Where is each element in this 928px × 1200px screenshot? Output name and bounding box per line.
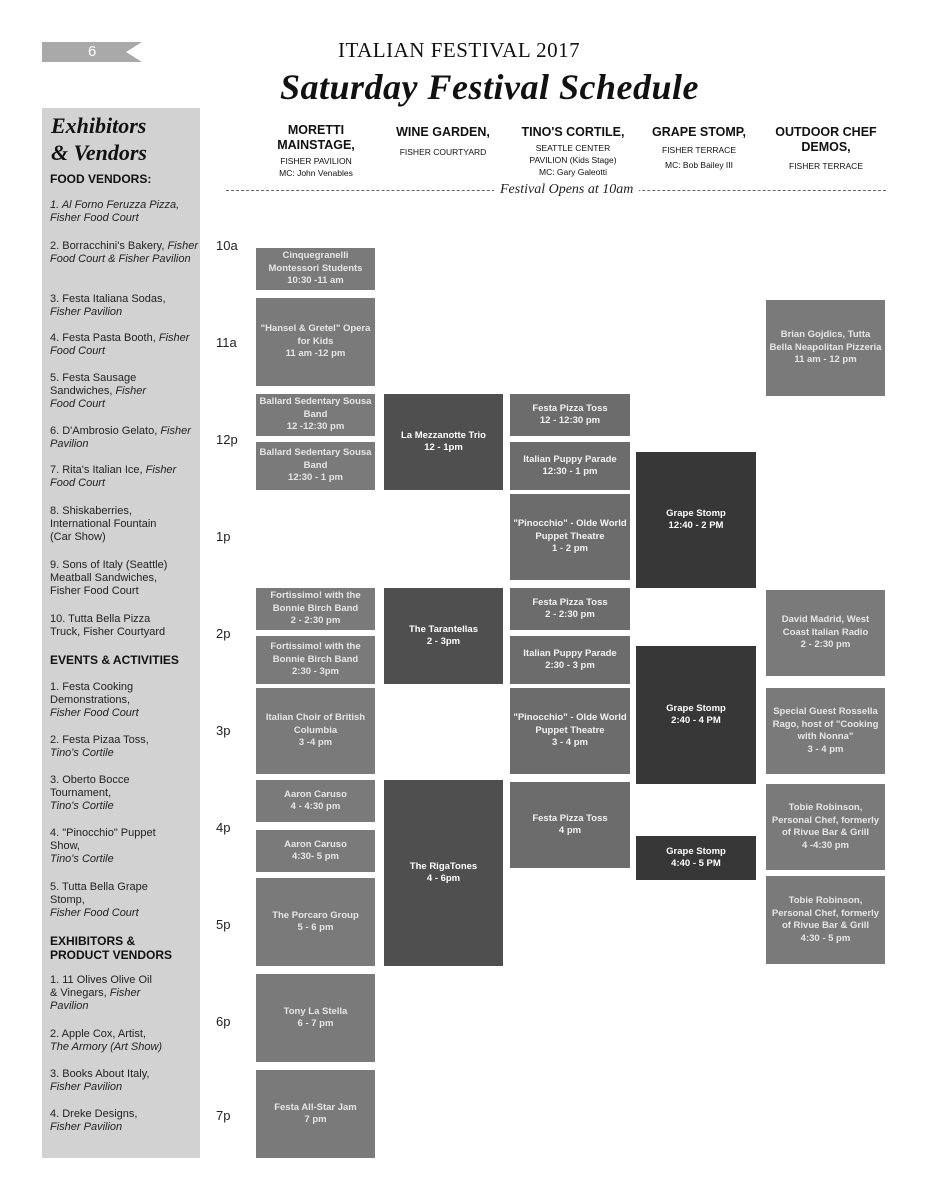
- event-time: 4 pm: [558, 825, 582, 836]
- list-item-name: 2. Borracchini's Bakery,: [50, 240, 165, 252]
- list-item-name: 7. Rita's Italian Ice,: [50, 464, 143, 476]
- event-title: Aaron Caruso: [284, 838, 347, 850]
- event-title: "Pinocchio" - Olde World Puppet Theatre: [513, 518, 627, 542]
- time-label: 7p: [216, 1108, 231, 1123]
- event-title: La Mezzanotte Trio: [401, 429, 486, 441]
- list-item-location: Tino's Cortile: [50, 747, 114, 759]
- time-label: 2p: [216, 626, 231, 641]
- time-label: 11a: [216, 335, 237, 350]
- festival-title: ITALIAN FESTIVAL 2017: [338, 38, 581, 62]
- events-activities-title: EVENTS & ACTIVITIES: [50, 653, 179, 667]
- schedule-event: [256, 588, 375, 630]
- schedule-event: [636, 646, 756, 784]
- event-time: 3 -4 pm: [298, 737, 333, 749]
- event-title: Fortissimo! with the Bonnie Birch Band: [270, 590, 361, 614]
- list-item-name: 10. Tutta Bella Pizza Truck, Fisher Courtyard: [50, 613, 166, 638]
- list-item: [50, 974, 160, 1013]
- event-title: The Tarantellas: [409, 623, 478, 635]
- event-time: 2 - 2:30 pm: [545, 609, 595, 620]
- list-item: [50, 1108, 198, 1134]
- event-time: 2:40 - 4 PM: [671, 715, 721, 726]
- event-title: Festa Pizza Toss: [532, 812, 608, 824]
- list-item-name: 1. 11 Olives Olive Oil & Vinegars,: [50, 974, 152, 999]
- page-title: Saturday Festival Schedule: [280, 67, 700, 107]
- list-item: [50, 332, 198, 358]
- list-item: [50, 774, 150, 813]
- event-title: Festa Pizza Toss: [532, 596, 608, 608]
- event-time: 11 am -12 pm: [285, 348, 346, 360]
- list-item-location: Fisher Pavilion: [50, 425, 191, 450]
- event-time: 2:30 - 3pm: [292, 666, 339, 678]
- schedule-event: [256, 974, 375, 1062]
- schedule-event: [510, 394, 630, 436]
- page-number: 6: [88, 43, 97, 60]
- list-item-location: Fisher Food Court: [50, 212, 139, 224]
- column-mc: MC: John Venables: [279, 168, 353, 178]
- column-header-chef-demos: [766, 125, 886, 172]
- list-item-name: 3. Books About Italy,: [50, 1068, 150, 1080]
- schedule-event: [510, 782, 630, 868]
- event-time: 2:30 - 3 pm: [545, 660, 595, 671]
- list-item-name: 9. Sons of Italy (Seattle) Meatball Sandwiches, Fisher Food Court: [50, 559, 168, 597]
- column-header-tinos-cortile: [510, 125, 636, 178]
- schedule-event: [384, 780, 503, 966]
- schedule-event: [510, 588, 630, 630]
- event-time: 12:30 - 1 pm: [288, 472, 343, 484]
- event-title: David Madrid, West Coast Italian Radio: [781, 614, 870, 638]
- event-time: 5 - 6 pm: [297, 922, 334, 933]
- list-item-location: Fisher Pavilion: [50, 306, 123, 318]
- event-title: Tony La Stella: [283, 1005, 348, 1017]
- event-title: Cinquegranelli Montessori Students: [268, 250, 363, 274]
- event-time: 11 am - 12 pm: [794, 354, 857, 366]
- sidebar-heading-line1: Exhibitors: [51, 113, 147, 138]
- event-title: Ballard Sedentary Sousa Band: [259, 447, 372, 471]
- column-name: WINE GARDEN,: [396, 125, 490, 139]
- list-item-location: The Armory (Art Show): [50, 1041, 163, 1053]
- time-label: 10a: [216, 238, 238, 253]
- list-item-location: Tino's Cortile: [50, 853, 114, 865]
- event-title: The Porcaro Group: [272, 909, 359, 921]
- list-item-name: 4. Dreke Designs,: [50, 1108, 138, 1120]
- schedule-event: [256, 248, 375, 290]
- schedule-event: [256, 298, 375, 386]
- event-time: 3 - 4 pm: [552, 737, 588, 749]
- event-time: 12 - 1pm: [424, 442, 463, 453]
- list-item: [50, 293, 198, 319]
- exhibitors-title: EXHIBITORS & PRODUCT VENDORS: [50, 934, 173, 962]
- schedule-event: [256, 442, 375, 490]
- list-item-location: Tino's Cortile: [50, 800, 114, 812]
- time-label: 5p: [216, 917, 231, 932]
- schedule-event: [384, 394, 503, 490]
- list-item-location: Fisher Pavilion: [50, 987, 141, 1012]
- event-time: 10:30 -11 am: [287, 275, 344, 287]
- event-title: Italian Puppy Parade: [523, 453, 617, 465]
- list-item: [50, 827, 160, 866]
- event-time: 2 - 3pm: [426, 636, 461, 647]
- event-time: 12 - 12:30 pm: [539, 415, 601, 426]
- column-header-wine-garden: [386, 125, 500, 158]
- column-mc: MC: Bob Bailey III: [664, 160, 734, 170]
- schedule-event: [510, 688, 630, 774]
- list-item-name: 5. Festa Sausage Sandwiches,: [50, 372, 137, 397]
- schedule-event: [766, 688, 885, 774]
- event-time: 4 - 6pm: [426, 873, 461, 884]
- list-item: [50, 681, 160, 720]
- event-title: Grape Stomp: [666, 702, 726, 714]
- column-name: MORETTI MAINSTAGE,: [277, 123, 355, 152]
- event-time: 4 -4:30 pm: [802, 839, 849, 851]
- list-item: [50, 240, 198, 266]
- list-item-location: Fisher Food Court: [50, 907, 139, 919]
- event-title: Festa Pizza Toss: [532, 402, 608, 414]
- schedule-event: [256, 1070, 375, 1158]
- time-label: 1p: [216, 529, 231, 544]
- column-header-mainstage: [258, 123, 374, 179]
- column-mc: MC: Gary Galeotti: [538, 167, 608, 177]
- festival-opens-label: Festival Opens at 10am: [494, 182, 639, 198]
- list-item-name: 4. "Pinocchio" Puppet Show,: [50, 827, 156, 852]
- schedule-event: [256, 780, 375, 822]
- event-time: 4 - 4:30 pm: [290, 801, 341, 812]
- list-item: [50, 734, 198, 760]
- event-time: 1 - 2 pm: [552, 543, 588, 555]
- event-title: Aaron Caruso: [284, 788, 347, 800]
- list-item: [50, 199, 198, 225]
- list-item-name: 4. Festa Pasta Booth,: [50, 332, 156, 344]
- schedule-event: [384, 588, 503, 684]
- column-name: GRAPE STOMP,: [651, 125, 746, 139]
- event-title: "Pinocchio" - Olde World Puppet Theatre: [513, 712, 627, 736]
- time-label: 4p: [216, 820, 231, 835]
- schedule-event: [766, 590, 885, 676]
- event-time: 12:30 - 1 pm: [542, 466, 598, 477]
- schedule-event: [636, 452, 756, 588]
- time-label: 6p: [216, 1014, 231, 1029]
- list-item: [50, 372, 160, 411]
- list-item-location: Fisher Pavilion: [50, 1121, 123, 1133]
- list-item-name: 6. D'Ambrosio Gelato,: [50, 425, 158, 437]
- schedule-event: [510, 442, 630, 490]
- schedule-event: [256, 636, 375, 684]
- list-item-name: 2. Festa Pizaa Toss,: [50, 734, 149, 746]
- time-label: 12p: [216, 432, 238, 447]
- event-title: Grape Stomp: [666, 845, 726, 857]
- column-location: FISHER PAVILION: [280, 156, 352, 166]
- event-time: 12:40 - 2 PM: [668, 520, 724, 531]
- time-label: 3p: [216, 723, 231, 738]
- event-time: 7 pm: [304, 1114, 327, 1125]
- event-time: 2 - 2:30 pm: [800, 639, 851, 651]
- schedule-event: [256, 394, 375, 436]
- list-item: [50, 1068, 198, 1094]
- schedule-event: [256, 878, 375, 966]
- schedule-event: [766, 300, 885, 396]
- list-item-name: 1. Festa Cooking Demonstrations,: [50, 681, 134, 706]
- event-title: Italian Puppy Parade: [523, 647, 617, 659]
- schedule-event: [510, 494, 630, 580]
- sidebar-heading-line2: & Vendors: [51, 140, 147, 165]
- event-title: Tobie Robinson, Personal Chef, formerly of Rivue Bar & Grill: [771, 895, 880, 931]
- list-item: [50, 464, 198, 490]
- column-location: FISHER COURTYARD: [399, 147, 487, 157]
- event-title: Festa All-Star Jam: [274, 1101, 357, 1113]
- column-location: SEATTLE CENTER PAVILION (Kids Stage): [529, 143, 617, 165]
- food-vendors-title: FOOD VENDORS:: [50, 172, 152, 186]
- list-item-name: 2. Apple Cox, Artist,: [50, 1028, 146, 1040]
- list-item-location: Fisher Pavilion: [50, 1081, 123, 1093]
- list-item-name: 3. Festa Italiana Sodas,: [50, 293, 166, 305]
- event-time: 4:30 - 5 pm: [800, 932, 851, 944]
- column-name: TINO'S CORTILE,: [521, 125, 625, 139]
- list-item-location: Fisher Food Court & Fisher Pavilion: [50, 240, 199, 265]
- list-item-name: 8. Shiskaberries, International Fountain (Car Show): [50, 505, 157, 543]
- list-item-location: Fisher Food Court: [50, 332, 190, 357]
- column-location: FISHER TERRACE: [662, 145, 736, 155]
- event-title: "Hansel & Gretel" Opera for Kids: [260, 323, 371, 347]
- schedule-event: [256, 688, 375, 774]
- column-name: OUTDOOR CHEF DEMOS,: [775, 125, 877, 154]
- event-title: The RigaTones: [409, 860, 478, 872]
- list-item: [50, 425, 198, 451]
- list-item-location: Fisher Food Court: [50, 707, 139, 719]
- event-time: 2 - 2:30 pm: [290, 615, 341, 627]
- schedule-event: [766, 876, 885, 964]
- list-item: [50, 559, 180, 598]
- schedule-event: [256, 830, 375, 872]
- list-item: [50, 613, 180, 639]
- list-item: [50, 881, 160, 920]
- event-title: Italian Choir of British Columbia: [265, 712, 366, 736]
- list-item: [50, 1028, 198, 1054]
- event-title: Ballard Sedentary Sousa Band: [259, 396, 372, 420]
- event-time: 4:40 - 5 PM: [671, 858, 721, 869]
- column-header-grape-stomp: [640, 125, 758, 171]
- event-time: 12 -12:30 pm: [286, 421, 345, 433]
- event-title: Brian Gojdics, Tutta Bella Neapolitan Pizzeria: [769, 329, 882, 353]
- event-time: 6 - 7 pm: [297, 1018, 334, 1029]
- column-location: FISHER TERRACE: [789, 161, 863, 171]
- schedule-event: [766, 784, 885, 870]
- event-title: Fortissimo! with the Bonnie Birch Band: [270, 641, 361, 665]
- list-item-name: 5. Tutta Bella Grape Stomp,: [50, 881, 148, 906]
- event-title: Special Guest Rossella Rago, host of "Cooking with Nonna": [772, 706, 879, 742]
- event-time: 3 - 4 pm: [807, 743, 844, 755]
- event-time: 4:30- 5 pm: [291, 851, 339, 862]
- list-item-location: Fisher Food Court: [50, 385, 146, 410]
- schedule-event: [510, 636, 630, 684]
- list-item-name: 1. Al Forno Feruzza Pizza,: [50, 199, 180, 211]
- schedule-event: [636, 836, 756, 880]
- list-item-name: 3. Oberto Bocce Tournament,: [50, 774, 130, 799]
- list-item-location: Fisher Food Court: [50, 464, 177, 489]
- event-title: Tobie Robinson, Personal Chef, formerly of Rivue Bar & Grill: [771, 802, 880, 838]
- list-item: [50, 505, 180, 544]
- sidebar-heading: [51, 112, 147, 166]
- event-title: Grape Stomp: [666, 507, 726, 519]
